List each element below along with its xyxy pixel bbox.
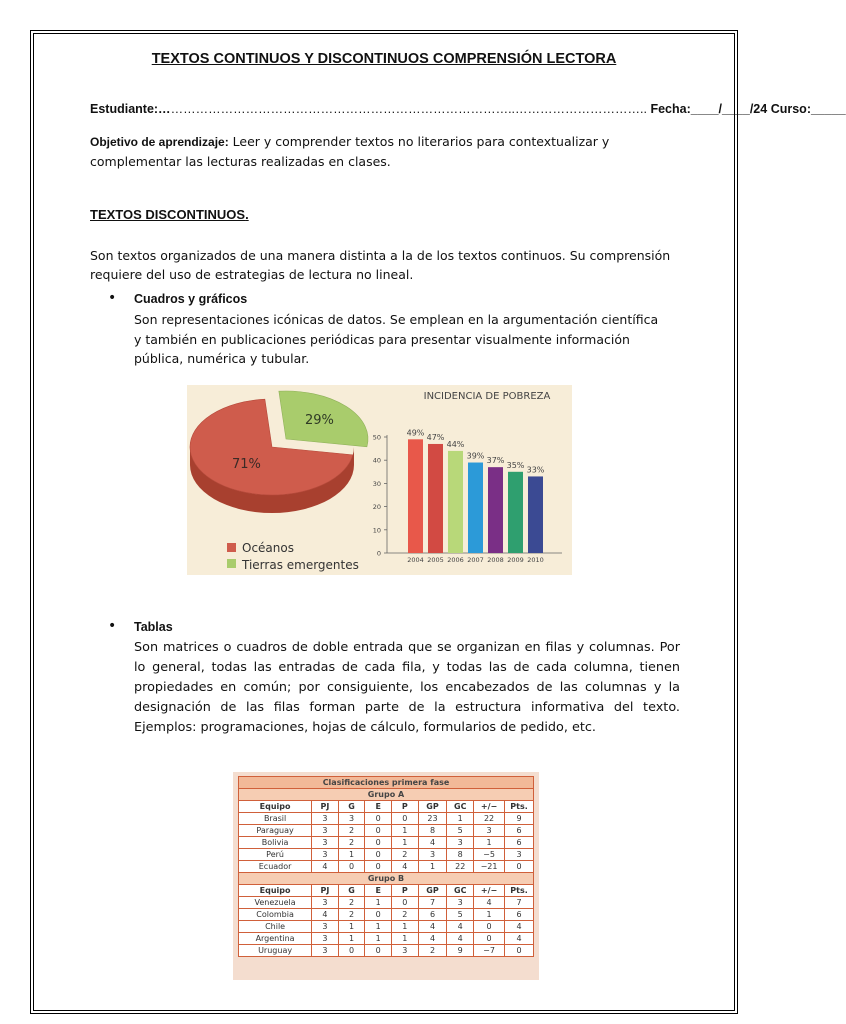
bar-value-label: 49% bbox=[406, 428, 425, 438]
bar-value-label: 33% bbox=[526, 465, 545, 475]
table-cell: 3 bbox=[312, 813, 339, 825]
column-header: G bbox=[338, 801, 365, 813]
pie-label-tierras: 29% bbox=[305, 413, 334, 428]
table-cell: Paraguay bbox=[239, 825, 312, 837]
column-header: GC bbox=[447, 885, 474, 897]
table-cell: 1 bbox=[338, 933, 365, 945]
column-header: GC bbox=[447, 801, 474, 813]
table-cell: 3 bbox=[447, 897, 474, 909]
column-header: Pts. bbox=[505, 885, 534, 897]
student-name-blank: ………………………………………………………………………..………………………….. bbox=[170, 102, 647, 116]
column-header: Equipo bbox=[239, 885, 312, 897]
column-header: GP bbox=[418, 801, 447, 813]
bar-category-label: 2009 bbox=[507, 556, 524, 564]
bar-chart-title: INCIDENCIA DE POBREZA bbox=[423, 391, 551, 402]
bar-2004 bbox=[408, 439, 423, 553]
table-cell: Chile bbox=[239, 921, 312, 933]
table-cell: 0 bbox=[392, 813, 419, 825]
table-cell: 8 bbox=[447, 849, 474, 861]
intro-paragraph: Son textos organizados de una manera distinta a la de los textos continuos. Su comprensión requiere del uso de estrategias de lectura no lineal. bbox=[90, 248, 671, 282]
bar-category-label: 2007 bbox=[467, 556, 484, 564]
table-cell: 0 bbox=[505, 945, 534, 957]
bar-2006 bbox=[448, 451, 463, 553]
table-cell: 3 bbox=[312, 933, 339, 945]
table-row bbox=[239, 849, 534, 861]
legend-label-tierras: Tierras emergentes bbox=[242, 558, 359, 572]
table-row bbox=[239, 909, 534, 921]
column-header: G bbox=[338, 885, 365, 897]
table-cell: 22 bbox=[474, 813, 505, 825]
table-cell: 3 bbox=[312, 849, 339, 861]
table-cell: 4 bbox=[312, 861, 339, 873]
table-cell: −7 bbox=[474, 945, 505, 957]
table-cell: 9 bbox=[447, 945, 474, 957]
bar-category-label: 2010 bbox=[527, 556, 544, 564]
table-cell: 0 bbox=[365, 825, 392, 837]
table-cell: 1 bbox=[338, 849, 365, 861]
table-cell: 3 bbox=[392, 945, 419, 957]
bullet-1-symbol: • bbox=[108, 290, 117, 306]
table-cell: 7 bbox=[505, 897, 534, 909]
standings-table bbox=[238, 776, 534, 957]
table-cell: 2 bbox=[392, 849, 419, 861]
table-cell: 3 bbox=[474, 825, 505, 837]
table-cell: 1 bbox=[474, 909, 505, 921]
table-cell: 0 bbox=[365, 945, 392, 957]
table-row bbox=[239, 897, 534, 909]
bar-2005 bbox=[428, 444, 443, 553]
table-cell: 8 bbox=[418, 825, 447, 837]
column-header: P bbox=[392, 885, 419, 897]
table-cell: 6 bbox=[418, 909, 447, 921]
pie-label-oceanos: 71% bbox=[232, 457, 261, 472]
table-cell: 5 bbox=[447, 909, 474, 921]
table-title: Clasificaciones primera fase bbox=[239, 777, 534, 789]
table-cell: Ecuador bbox=[239, 861, 312, 873]
bar-2007 bbox=[468, 463, 483, 553]
student-line bbox=[90, 102, 846, 116]
section-heading-text: TEXTOS DISCONTINUOS bbox=[90, 207, 246, 222]
table-cell: 2 bbox=[338, 825, 365, 837]
pie-chart bbox=[190, 391, 368, 513]
table-cell: 22 bbox=[447, 861, 474, 873]
column-header: +/− bbox=[474, 885, 505, 897]
table-cell: 6 bbox=[505, 825, 534, 837]
legend-label-oceanos: Océanos bbox=[242, 541, 294, 555]
table-cell: 3 bbox=[312, 945, 339, 957]
table-cell: Perú bbox=[239, 849, 312, 861]
table-cell: −5 bbox=[474, 849, 505, 861]
bar-2009 bbox=[508, 472, 523, 553]
column-header-row bbox=[239, 885, 534, 897]
table-cell: 3 bbox=[312, 897, 339, 909]
group-header-row bbox=[239, 789, 534, 801]
table-row bbox=[239, 825, 534, 837]
column-header: E bbox=[365, 801, 392, 813]
bar-value-label: 39% bbox=[466, 451, 485, 461]
column-header: P bbox=[392, 801, 419, 813]
course-label: Curso:_____ bbox=[770, 102, 846, 116]
table-row bbox=[239, 837, 534, 849]
bar-value-label: 47% bbox=[426, 432, 445, 442]
table-cell: 0 bbox=[338, 945, 365, 957]
table-row bbox=[239, 921, 534, 933]
table-cell: 0 bbox=[365, 837, 392, 849]
table-cell: 0 bbox=[474, 933, 505, 945]
bar-y-tick-label: 30 bbox=[372, 479, 381, 488]
student-label: Estudiante:… bbox=[90, 102, 171, 116]
table-cell: −21 bbox=[474, 861, 505, 873]
column-header: Equipo bbox=[239, 801, 312, 813]
standings-table-image bbox=[233, 772, 539, 980]
bullet-2-symbol: • bbox=[108, 618, 117, 634]
table-cell: 2 bbox=[338, 897, 365, 909]
bar-category-label: 2004 bbox=[407, 556, 424, 564]
section-heading bbox=[90, 207, 249, 222]
table-cell: 0 bbox=[365, 849, 392, 861]
table-cell: 1 bbox=[392, 933, 419, 945]
date-label: Fecha:____/____/24 bbox=[650, 102, 768, 116]
table-cell: 4 bbox=[505, 921, 534, 933]
table-cell: 1 bbox=[365, 921, 392, 933]
legend-swatch-tierras bbox=[227, 559, 236, 568]
table-cell: 3 bbox=[312, 837, 339, 849]
table-cell: 4 bbox=[392, 861, 419, 873]
column-header-row bbox=[239, 801, 534, 813]
bar-y-tick-label: 50 bbox=[372, 433, 381, 442]
table-cell: 4 bbox=[505, 933, 534, 945]
table-cell: 4 bbox=[418, 933, 447, 945]
table-cell: 2 bbox=[418, 945, 447, 957]
objective-text: Leer y comprender textos no literarios para contextualizar y complementar las lecturas realizadas en clases. bbox=[90, 134, 610, 169]
table-cell: Venezuela bbox=[239, 897, 312, 909]
bar-2010 bbox=[528, 476, 543, 553]
group-name: Grupo B bbox=[239, 873, 534, 885]
column-header: Pts. bbox=[505, 801, 534, 813]
table-cell: 6 bbox=[505, 837, 534, 849]
learning-objective bbox=[90, 132, 700, 171]
table-cell: 9 bbox=[505, 813, 534, 825]
table-cell: 3 bbox=[418, 849, 447, 861]
bar-2008 bbox=[488, 467, 503, 553]
table-cell: 3 bbox=[338, 813, 365, 825]
bullet-2-text: Son matrices o cuadros de doble entrada que se organizan en filas y columnas. Por lo general, todas las entradas de cada fila, y todas las de cada columna, tienen propiedades en común; por consiguiente, los encabezados de las columnas y la designación de las filas forman parte de la estructura informativa del texto. Ejemplos: programaciones, hojas de cálculo, formularios de pedido, etc. bbox=[134, 640, 680, 735]
table-cell: 0 bbox=[365, 813, 392, 825]
table-cell: 4 bbox=[447, 933, 474, 945]
table-row bbox=[239, 813, 534, 825]
table-cell: 5 bbox=[447, 825, 474, 837]
bar-y-tick-label: 40 bbox=[372, 456, 381, 465]
table-cell: 4 bbox=[447, 921, 474, 933]
column-header: GP bbox=[418, 885, 447, 897]
section-heading-period: . bbox=[245, 207, 249, 222]
column-header: PJ bbox=[312, 801, 339, 813]
bar-chart bbox=[373, 428, 562, 564]
bar-category-label: 2005 bbox=[427, 556, 444, 564]
bar-y-tick-label: 0 bbox=[376, 549, 381, 558]
table-cell: 0 bbox=[474, 921, 505, 933]
table-cell: 1 bbox=[392, 825, 419, 837]
table-cell: 2 bbox=[392, 909, 419, 921]
table-cell: 1 bbox=[392, 921, 419, 933]
charts-svg bbox=[187, 385, 572, 575]
table-row bbox=[239, 945, 534, 957]
bullet-1-text: Son representaciones icónicas de datos. Se emplean en la argumentación científica y también en publicaciones periódicas para presentar visualmente información pública, numérica y tubular. bbox=[134, 312, 659, 366]
table-cell: 3 bbox=[505, 849, 534, 861]
table-cell: 1 bbox=[365, 933, 392, 945]
table-cell: Uruguay bbox=[239, 945, 312, 957]
table-cell: 3 bbox=[312, 921, 339, 933]
document-title: TEXTOS CONTINUOS Y DISCONTINUOS COMPRENSIÓN LECTORA bbox=[151, 51, 617, 67]
table-cell: 0 bbox=[365, 909, 392, 921]
legend-swatch-oceanos bbox=[227, 543, 236, 552]
pie-legend bbox=[227, 541, 359, 572]
table-cell: 2 bbox=[338, 837, 365, 849]
table-cell: Colombia bbox=[239, 909, 312, 921]
table-cell: 7 bbox=[418, 897, 447, 909]
table-cell: 4 bbox=[312, 909, 339, 921]
table-row bbox=[239, 861, 534, 873]
bar-value-label: 35% bbox=[506, 460, 525, 470]
column-header: PJ bbox=[312, 885, 339, 897]
bar-category-label: 2006 bbox=[447, 556, 464, 564]
table-cell: 3 bbox=[312, 825, 339, 837]
bullet-2-title: Tablas bbox=[134, 620, 173, 634]
table-cell: 1 bbox=[392, 837, 419, 849]
charts-figure bbox=[187, 385, 572, 575]
table-cell: 4 bbox=[474, 897, 505, 909]
table-cell: 2 bbox=[338, 909, 365, 921]
bullet-1-title: Cuadros y gráficos bbox=[134, 292, 248, 306]
table-title-row bbox=[239, 777, 534, 789]
table-cell: 4 bbox=[418, 837, 447, 849]
table-cell: 1 bbox=[474, 837, 505, 849]
bar-value-label: 37% bbox=[486, 456, 505, 466]
table-cell: Brasil bbox=[239, 813, 312, 825]
table-cell: 6 bbox=[505, 909, 534, 921]
column-header: +/− bbox=[474, 801, 505, 813]
table-cell: 1 bbox=[447, 813, 474, 825]
table-cell: 0 bbox=[338, 861, 365, 873]
table-cell: 4 bbox=[418, 921, 447, 933]
table-cell: 0 bbox=[365, 861, 392, 873]
bar-category-label: 2008 bbox=[487, 556, 504, 564]
group-name: Grupo A bbox=[239, 789, 534, 801]
table-cell: 0 bbox=[392, 897, 419, 909]
bar-value-label: 44% bbox=[446, 439, 465, 449]
table-cell: Bolivia bbox=[239, 837, 312, 849]
table-cell: 1 bbox=[365, 897, 392, 909]
bar-y-tick-label: 10 bbox=[372, 526, 381, 535]
table-cell: 0 bbox=[505, 861, 534, 873]
table-cell: 1 bbox=[418, 861, 447, 873]
table-cell: 3 bbox=[447, 837, 474, 849]
table-row bbox=[239, 933, 534, 945]
table-cell: 1 bbox=[338, 921, 365, 933]
column-header: E bbox=[365, 885, 392, 897]
group-header-row bbox=[239, 873, 534, 885]
table-cell: Argentina bbox=[239, 933, 312, 945]
table-cell: 23 bbox=[418, 813, 447, 825]
objective-label: Objetivo de aprendizaje: bbox=[90, 135, 229, 149]
bar-y-tick-label: 20 bbox=[372, 503, 381, 512]
